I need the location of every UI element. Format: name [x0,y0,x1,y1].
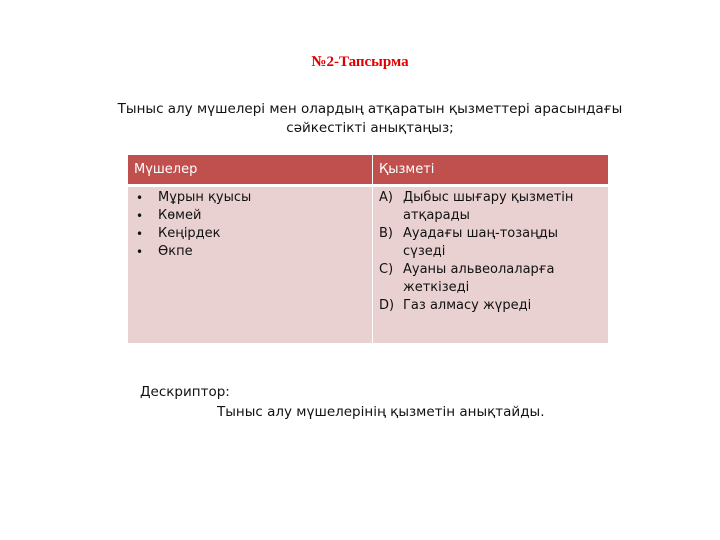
organs-cell [128,187,373,343]
function-text: Ауаны альвеолаларға жеткізеді [403,262,555,295]
descriptor-label: Дескриптор: [140,384,230,400]
list-item [136,243,372,261]
table-row [128,187,608,343]
option-letter: A) [379,190,393,205]
matching-table [128,155,608,343]
list-item [379,189,608,225]
column-header-functions: Қызметі [373,155,608,187]
list-item [379,297,608,315]
option-letter: D) [379,298,395,313]
bullet-icon: • [136,245,144,259]
option-letter: C) [379,262,394,277]
bullet-icon: • [136,227,144,241]
task-title: №2-Тапсырма [311,54,409,70]
function-text: Дыбыс шығару қызметін атқарады [403,190,574,223]
option-letter: B) [379,226,393,241]
organ-label: Көмей [158,208,202,223]
functions-list [373,189,608,315]
bullet-icon: • [136,209,144,223]
function-text: Газ алмасу жүреді [403,298,532,313]
bullet-icon: • [136,191,144,205]
functions-cell [373,187,608,343]
list-item [379,261,608,297]
descriptor-text: Тыныс алу мүшелерінің қызметін анықтайды. [217,404,545,420]
organ-label: Мұрын қуысы [158,190,252,205]
function-text: Ауадағы шаң-тозаңды сүзеді [403,226,558,259]
column-header-organs: Мүшелер [128,155,373,187]
list-item [136,225,372,243]
organ-label: Кеңірдек [158,226,221,241]
list-item [136,207,372,225]
task-instruction: Тыныс алу мүшелері мен олардың атқаратын қызметтері арасындағы сәйкестікті анықтаңыз; [117,101,623,136]
list-item [379,225,608,261]
list-item [136,189,372,207]
table-header-row [128,155,608,187]
organs-list [128,189,372,261]
organ-label: Өкпе [158,244,193,259]
